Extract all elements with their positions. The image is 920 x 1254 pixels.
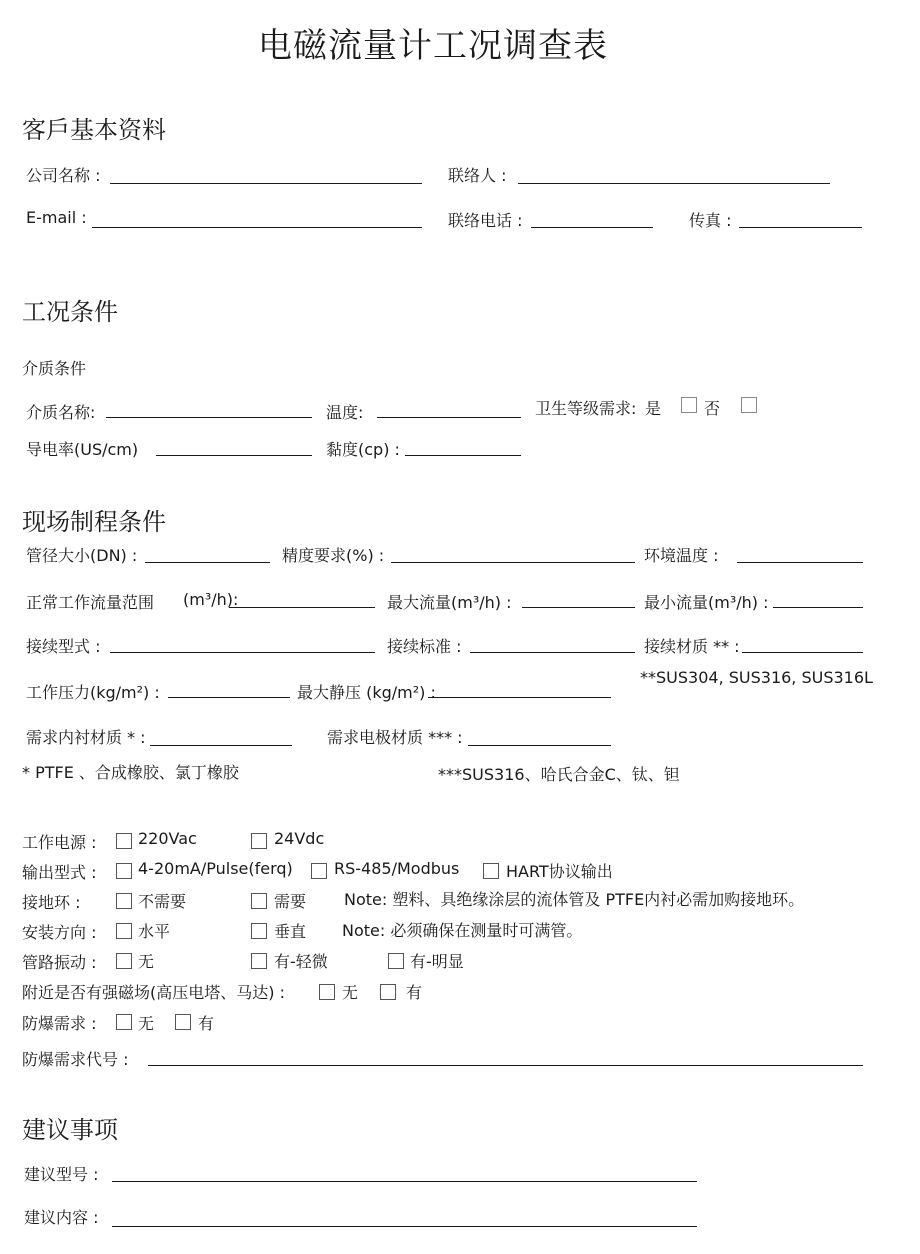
content-label: 建议内容 : (24, 1208, 99, 1227)
temperature-field[interactable] (377, 417, 521, 418)
accuracy-label: 精度要求(%) : (282, 546, 385, 565)
magnetic-none-label: 无 (342, 983, 359, 1002)
pressure-label: 工作压力(kg/m²) : (26, 683, 160, 702)
explosion-code-label: 防爆需求代号 : (22, 1050, 129, 1069)
ground-label: 接地环 : (22, 893, 81, 912)
explosion-none-checkbox[interactable] (116, 1014, 132, 1030)
section-heading-process: 现场制程条件 (22, 508, 166, 536)
connection-mat-field[interactable] (742, 652, 863, 653)
temperature-label: 温度: (326, 403, 364, 422)
pressure-field[interactable] (168, 697, 290, 698)
output-rs485-checkbox[interactable] (311, 863, 327, 879)
output-label: 输出型式 : (22, 863, 97, 882)
power-label: 工作电源 : (22, 833, 97, 852)
ground-note: Note: 塑料、具绝缘涂层的流体管及 PTFE内衬必需加购接地环。 (344, 890, 805, 909)
max-flow-label: 最大流量(m³/h) : (387, 593, 512, 612)
email-field[interactable] (92, 227, 422, 228)
install-note: Note: 必须确保在测量时可满管。 (342, 921, 583, 940)
connection-type-field[interactable] (110, 652, 375, 653)
power-24vdc-label: 24Vdc (274, 829, 325, 848)
liner-note: * PTFE 、合成橡胶、氯丁橡胶 (22, 763, 239, 782)
power-24vdc-checkbox[interactable] (251, 833, 267, 849)
phone-label: 联络电话 : (448, 211, 523, 230)
model-label: 建议型号 : (24, 1165, 99, 1184)
explosion-label: 防爆需求 : (22, 1014, 97, 1033)
vibration-slight-label: 有-轻微 (274, 952, 328, 971)
viscosity-field[interactable] (405, 455, 521, 456)
static-pressure-label: 最大静压 (kg/m²) : (297, 683, 436, 702)
hygiene-yes-checkbox[interactable] (681, 397, 697, 413)
content-field[interactable] (112, 1226, 697, 1227)
ground-no-checkbox[interactable] (116, 893, 132, 909)
vibration-none-checkbox[interactable] (116, 953, 132, 969)
output-hart-label: HART协议输出 (506, 862, 613, 881)
company-field[interactable] (110, 183, 422, 184)
section-heading-conditions: 工况条件 (22, 298, 118, 326)
power-220vac-label: 220Vac (138, 829, 197, 848)
email-label: E-mail : (26, 208, 87, 227)
hygiene-no-label: 否 (704, 399, 721, 418)
section-heading-suggestion: 建议事项 (22, 1116, 118, 1144)
install-vertical-label: 垂直 (274, 922, 307, 941)
vibration-strong-checkbox[interactable] (388, 953, 404, 969)
ground-yes-label: 需要 (274, 892, 307, 911)
hygiene-yes-label: 是 (645, 399, 662, 418)
vibration-strong-label: 有-明显 (410, 952, 464, 971)
magnetic-yes-checkbox[interactable] (380, 984, 396, 1000)
min-flow-label: 最小流量(m³/h) : (644, 593, 769, 612)
connection-mat-label: 接续材质 ** : (644, 637, 740, 656)
model-field[interactable] (112, 1181, 697, 1182)
page-title: 电磁流量计工况调查表 (258, 26, 608, 66)
install-vertical-checkbox[interactable] (251, 923, 267, 939)
magnetic-none-checkbox[interactable] (319, 984, 335, 1000)
phone-field[interactable] (531, 227, 653, 228)
connection-std-label: 接续标准 : (387, 637, 462, 656)
sus-note: **SUS304, SUS316, SUS316L (640, 668, 873, 687)
magnetic-label: 附近是否有强磁场(高压电塔、马达) : (22, 983, 285, 1002)
install-horizontal-checkbox[interactable] (116, 923, 132, 939)
explosion-none-label: 无 (138, 1014, 155, 1033)
liner-field[interactable] (150, 745, 292, 746)
ambient-temp-label: 环境温度 : (644, 546, 719, 565)
normal-flow-field[interactable] (229, 607, 375, 608)
electrode-note: ***SUS316、哈氏合金C、钛、钽 (438, 765, 680, 784)
vibration-slight-checkbox[interactable] (251, 953, 267, 969)
conductivity-label: 导电率(US/cm) (26, 440, 139, 459)
explosion-yes-label: 有 (198, 1014, 215, 1033)
static-pressure-field[interactable] (428, 697, 611, 698)
medium-name-field[interactable] (106, 417, 312, 418)
output-4-20ma-label: 4-20mA/Pulse(ferq) (138, 859, 293, 878)
normal-flow-unit: (m³/h): (183, 590, 239, 609)
explosion-code-field[interactable] (148, 1065, 863, 1066)
company-label: 公司名称 : (26, 166, 101, 185)
output-hart-checkbox[interactable] (483, 863, 499, 879)
explosion-yes-checkbox[interactable] (175, 1014, 191, 1030)
ground-yes-checkbox[interactable] (251, 893, 267, 909)
vibration-none-label: 无 (138, 952, 155, 971)
vibration-label: 管路振动 : (22, 953, 97, 972)
fax-label: 传真 : (689, 211, 732, 230)
fax-field[interactable] (739, 227, 862, 228)
contact-label: 联络人 : (448, 166, 507, 185)
ambient-temp-field[interactable] (737, 562, 863, 563)
section-heading-customer: 客戶基本资料 (22, 116, 166, 144)
medium-subheading: 介质条件 (22, 359, 87, 378)
min-flow-field[interactable] (773, 607, 863, 608)
contact-field[interactable] (518, 183, 830, 184)
install-label: 安装方向 : (22, 923, 97, 942)
magnetic-yes-label: 有 (406, 983, 423, 1002)
install-horizontal-label: 水平 (138, 922, 171, 941)
connection-type-label: 接续型式 : (26, 637, 101, 656)
pipe-size-label: 管径大小(DN) : (26, 546, 138, 565)
medium-name-label: 介质名称: (26, 403, 96, 422)
pipe-size-field[interactable] (145, 562, 270, 563)
accuracy-field[interactable] (391, 562, 635, 563)
normal-flow-label: 正常工作流量范围 (26, 593, 155, 612)
output-rs485-label: RS-485/Modbus (334, 859, 460, 878)
liner-label: 需求内衬材质 * : (26, 728, 146, 747)
max-flow-field[interactable] (522, 607, 635, 608)
connection-std-field[interactable] (470, 652, 635, 653)
conductivity-field[interactable] (156, 455, 312, 456)
hygiene-no-checkbox[interactable] (741, 397, 757, 413)
ground-no-label: 不需要 (138, 892, 187, 911)
hygiene-label: 卫生等级需求: (535, 399, 637, 418)
electrode-field[interactable] (468, 745, 611, 746)
power-220vac-checkbox[interactable] (116, 833, 132, 849)
electrode-label: 需求电极材质 *** : (327, 728, 463, 747)
output-4-20ma-checkbox[interactable] (116, 863, 132, 879)
viscosity-label: 黏度(cp) : (326, 440, 400, 459)
